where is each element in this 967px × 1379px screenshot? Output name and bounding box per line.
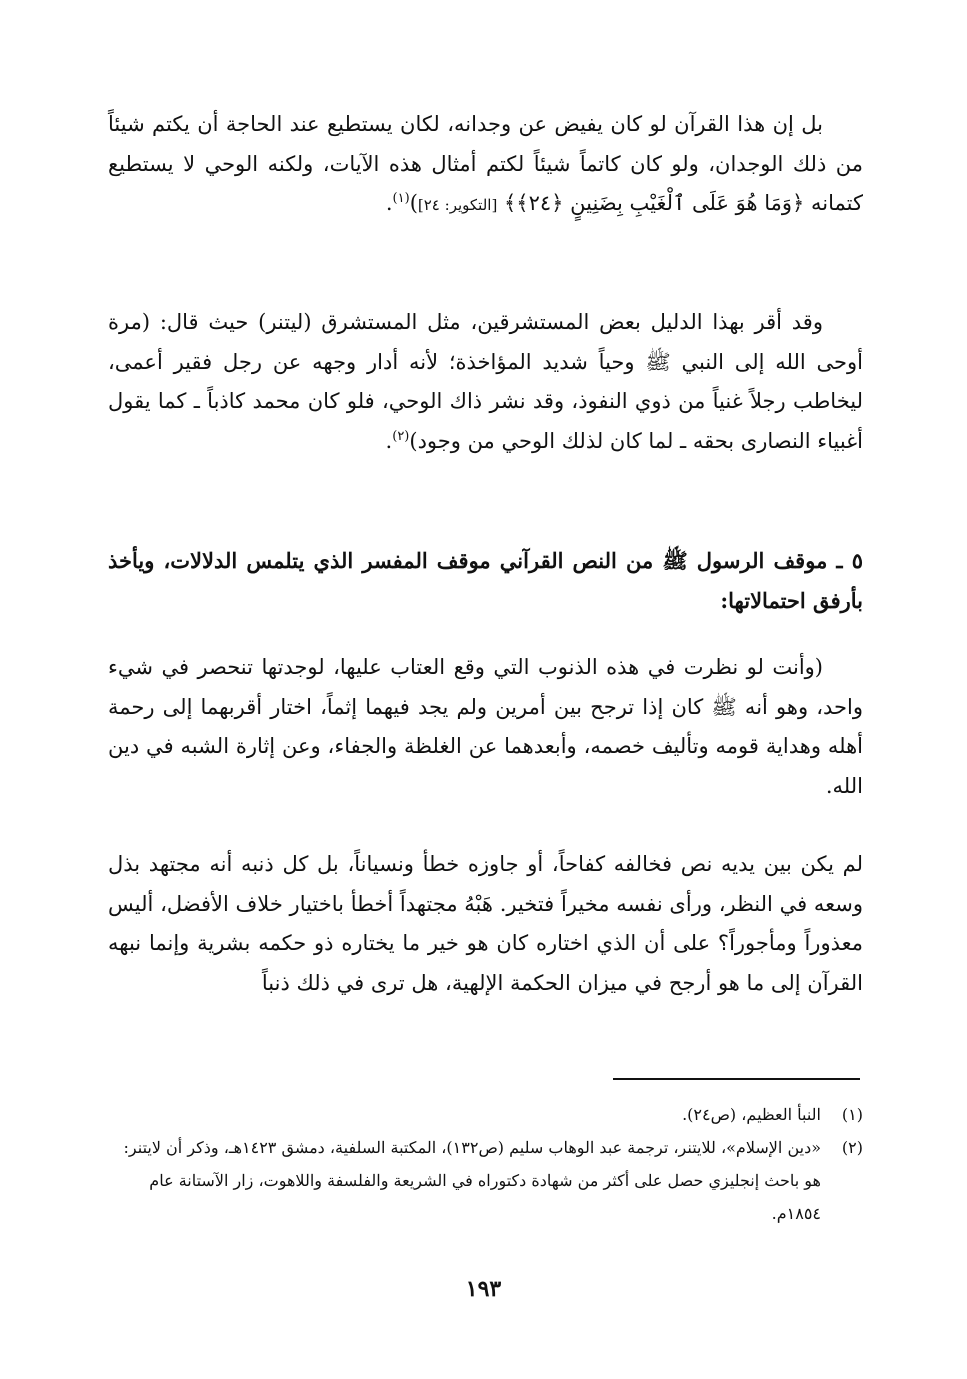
footnote-2-number: (٢) [841,1138,863,1157]
footnote-marker-2: (٢) [392,428,410,444]
surah-reference: [التكوير: ٢٤] [417,196,498,214]
paragraph-2-body [108,303,863,461]
page-number: ١٩٣ [465,1276,502,1302]
footnote-1-text: النبأ العظيم، (ص٢٤). [682,1105,821,1124]
footnote-1 [108,1098,863,1131]
paragraph-3-text: (وأنت لو نظرت في هذه الذنوب التي وقع العتاب عليها، لوجدتها تنحصر في شيء واحد، وهو أنه ﷺ كان إذا ترجح بين أمرين ولم يجد فيهما إثماً، اختار أقربهما إلى رحمة أهله وهداية قومه وتأليف خصمه، وأبعدهما عن الغلظة والجفاء، وعن إثارة الشبه في دين الله. [108,655,863,798]
paragraph-4-text: لم يكن بين يديه نص فخالفه كفاحاً، أو جاوزه خطأ ونسياناً، بل كل ذنبه أنه مجتهد بذل وسعه في النظر، ورأى نفسه مخيراً فتخير. هَبْهُ مجتهداً أخطأ باختيار خلاف الأفضل، أليس معذوراً ومأجوراً؟ على أن الذي اختاره كان هو خير ما يختاره ذو حكمه بشرية وإنما نبهه القرآن إلى ما هو أرجح في ميزان الحكمة الإلهية، هل ترى في ذلك ذنباً [108,852,863,995]
paragraph-2-end: . [385,428,393,453]
footnote-2-text: «دين الإسلام»، للايتنر، ترجمة عبد الوهاب سليم (ص١٣٢)، المكتبة السلفية، دمشق ١٤٢٣هـ، وذكر أن لايتنر: هو باحث إنجليزي حصل على أكثر من شهادة دكتوراه في الشريعة والفلسفة واللاهوت، زار الآستانة عام ١٨٥٤م. [123,1138,821,1223]
footnote-marker-1: (١) [392,191,410,206]
section-heading-text: ٥ ـ موقف الرسول ﷺ من النص القرآني موقف المفسر الذي يتلمس الدلالات، ويأخذ بأرفق احتمالاتها: [108,548,863,613]
paragraph-1-body [108,105,863,226]
footnotes [108,1098,863,1230]
section-heading [108,541,863,620]
paragraph-2 [108,303,863,461]
footnote-1-number: (١) [841,1105,863,1124]
paragraph-1-text: بل إن هذا القرآن لو كان يفيض عن وجدانه، لكان يستطيع عند الحاجة أن يكتم شيئاً من ذلك الوجدان، ولو كان كاتماً شيئاً لكتم أمثال هذه الآيات، ولكنه الوحي لا يستطيع كتمانه ﴿وَمَا هُوَ عَلَى ٱلْغَيْبِ بِضَنِينٍ ﴿٢٤﴾﴾ [108,112,863,215]
footnote-divider [613,1078,860,1080]
footnote-2 [108,1131,863,1230]
paragraph-1 [108,105,863,226]
paragraph-4 [108,845,863,1003]
paragraph-3 [108,648,863,806]
paragraph-1-end: . [385,191,393,215]
paragraph-2-text: وقد أقر بهذا الدليل بعض المستشرقين، مثل المستشرق (ليتنر) حيث قال: (مرة أوحى الله إلى النبي ﷺ وحياً شديد المؤاخذة؛ لأنه أدار وجهه عن رجل فقير أعمى، ليخاطب رجلاً غنياً من ذوي النفوذ، وقد نشر ذاك الوحي، فلو كان محمد كاذباً ـ كما يقول أغبياء النصارى بحقه ـ لما كان لذلك الوحي من وجود) [108,310,863,453]
paragraph-1-suffix: ) [409,191,418,215]
